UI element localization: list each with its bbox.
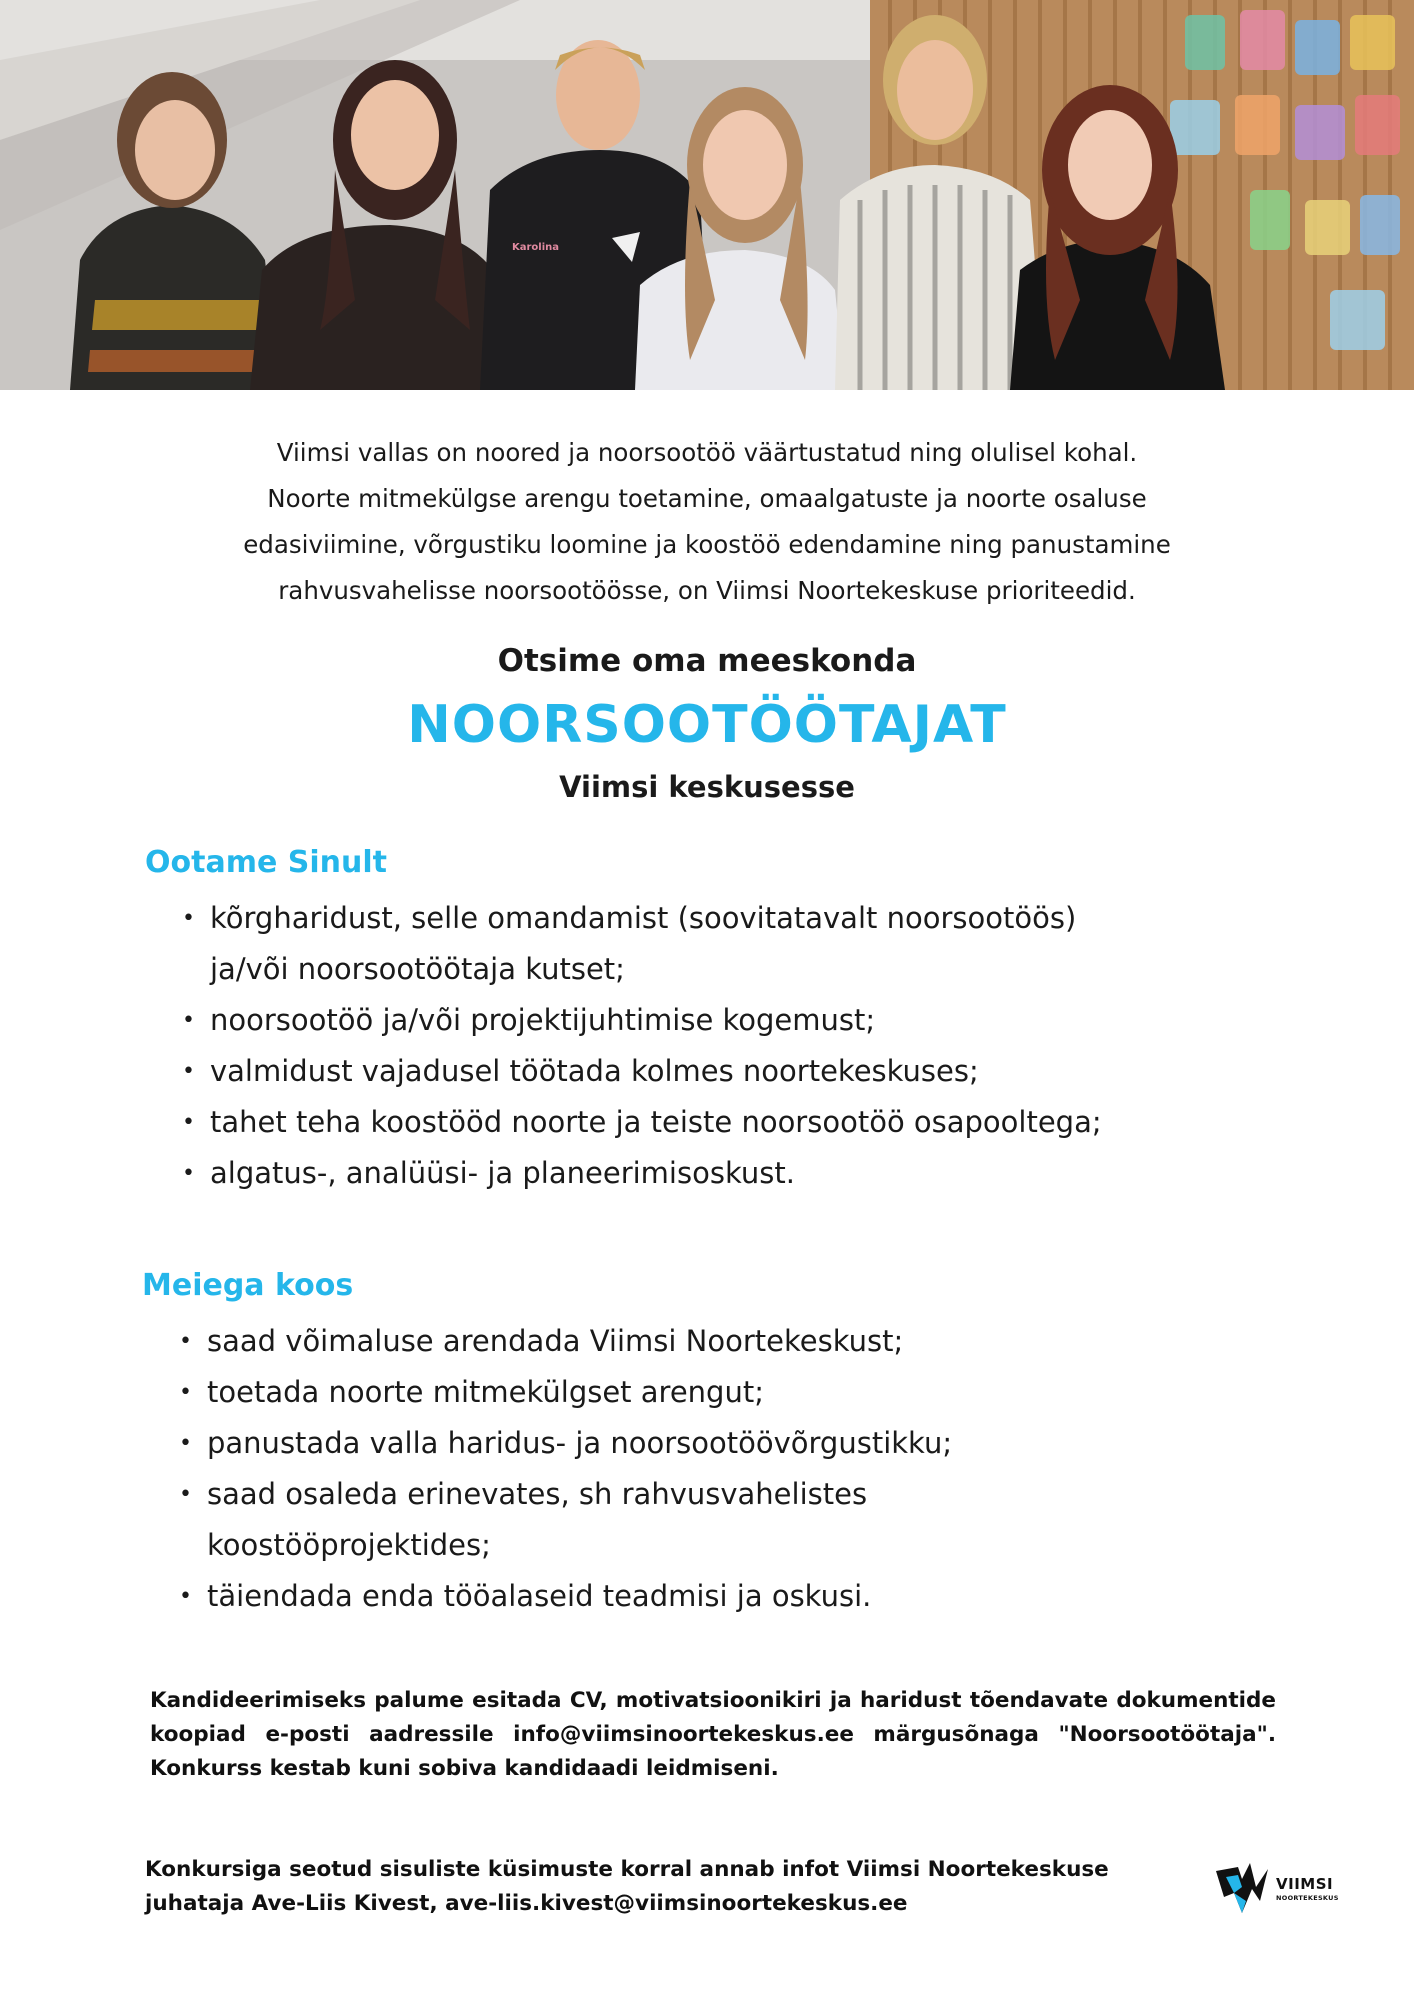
list-item <box>175 1367 1325 1418</box>
bullet-icon: • <box>182 1110 195 1135</box>
bullet-icon: • <box>182 1059 195 1084</box>
list-item-text: saad osaleda erinevates, sh rahvusvahelistes <box>207 1477 868 1511</box>
list-item-text: toetada noorte mitmekülgset arengut; <box>207 1375 764 1409</box>
list-item-text: täiendada enda tööalaseid teadmisi ja oskusi. <box>207 1579 872 1613</box>
bullet-icon: • <box>179 1482 192 1507</box>
heading-intro: Otsime oma meeskonda <box>497 643 917 679</box>
list-item <box>178 1046 1328 1097</box>
intro-line: edasiviimine, võrgustiku loomine ja koostöö edendamine ning panustamine <box>243 530 1171 559</box>
contact-info <box>145 1853 1195 1921</box>
heading-location: Viimsi keskusesse <box>559 770 855 804</box>
contact-line: Konkursiga seotud sisuliste küsimuste korral annab infot Viimsi Noortekeskuse <box>145 1857 1109 1882</box>
list-item <box>178 1097 1328 1148</box>
list-item-text: ja/või noorsootöötaja kutset; <box>210 952 625 986</box>
lightning-logo-icon <box>1212 1857 1274 1917</box>
list-item <box>178 995 1328 1046</box>
list-item <box>178 893 1328 995</box>
list-item-text: koostööprojektides; <box>207 1528 491 1562</box>
list-item-text: tahet teha koostööd noorte ja teiste noorsootöö osapooltega; <box>210 1105 1102 1139</box>
list-item <box>178 1148 1328 1199</box>
bullet-icon: • <box>182 1008 195 1033</box>
list-item-text: panustada valla haridus- ja noorsootöövõrgustikku; <box>207 1426 953 1460</box>
list-item-text: valmidust vajadusel töötada kolmes noortekeskuses; <box>210 1054 979 1088</box>
intro-line: Viimsi vallas on noored ja noorsootöö väärtustatud ning olulisel kohal. <box>276 438 1138 467</box>
bullet-icon: • <box>179 1584 192 1609</box>
hero-photo <box>0 0 1414 390</box>
logo-wordmark: VIIMSI <box>1276 1875 1334 1893</box>
hoodie-text: Karolina <box>512 242 560 253</box>
bullet-icon: • <box>179 1329 192 1354</box>
list-item <box>175 1418 1325 1469</box>
job-title: NOORSOOTÖÖTAJAT <box>407 695 1007 755</box>
application-instructions: Kandideerimiseks palume esitada CV, motivatsioonikiri ja haridust tõendavate dokumentide koopiad e-posti aadressile info@viimsinoortekeskus.ee märgusõnaga "Noorsootöötaja". Konkurss kestab kuni sobiva kandidaadi leidmiseni. <box>150 1688 1276 1781</box>
viimsi-logo <box>1212 1857 1342 1917</box>
list-item <box>175 1469 1325 1571</box>
list-item-text: kõrgharidust, selle omandamist (soovitatavalt noorsootöös) <box>210 901 1077 935</box>
requirements-list <box>178 893 1328 1199</box>
bullet-icon: • <box>179 1380 192 1405</box>
hero-photo-illustration <box>0 0 1414 390</box>
list-item-text: noorsootöö ja/või projektijuhtimise kogemust; <box>210 1003 876 1037</box>
list-item-text: saad võimaluse arendada Viimsi Noortekeskust; <box>207 1324 904 1358</box>
list-item-text: algatus-, analüüsi- ja planeerimisoskust. <box>210 1156 795 1190</box>
list-item <box>175 1571 1325 1622</box>
intro-paragraph <box>100 430 1314 614</box>
bullet-icon: • <box>179 1431 192 1456</box>
bullet-icon: • <box>182 906 195 931</box>
bullet-icon: • <box>182 1161 195 1186</box>
contact-line: juhataja Ave-Liis Kivest, ave-liis.kivest@viimsinoortekeskus.ee <box>145 1891 908 1916</box>
section-title-benefits: Meiega koos <box>142 1268 354 1303</box>
list-item <box>175 1316 1325 1367</box>
intro-line: rahvusvahelisse noorsootöösse, on Viimsi Noortekeskuse prioriteedid. <box>278 576 1136 605</box>
section-title-requirements: Ootame Sinult <box>145 845 387 880</box>
logo-subtitle: NOORTEKESKUS <box>1276 1894 1339 1902</box>
intro-line: Noorte mitmekülgse arengu toetamine, omaalgatuste ja noorte osaluse <box>267 484 1147 513</box>
benefits-list <box>175 1316 1325 1622</box>
